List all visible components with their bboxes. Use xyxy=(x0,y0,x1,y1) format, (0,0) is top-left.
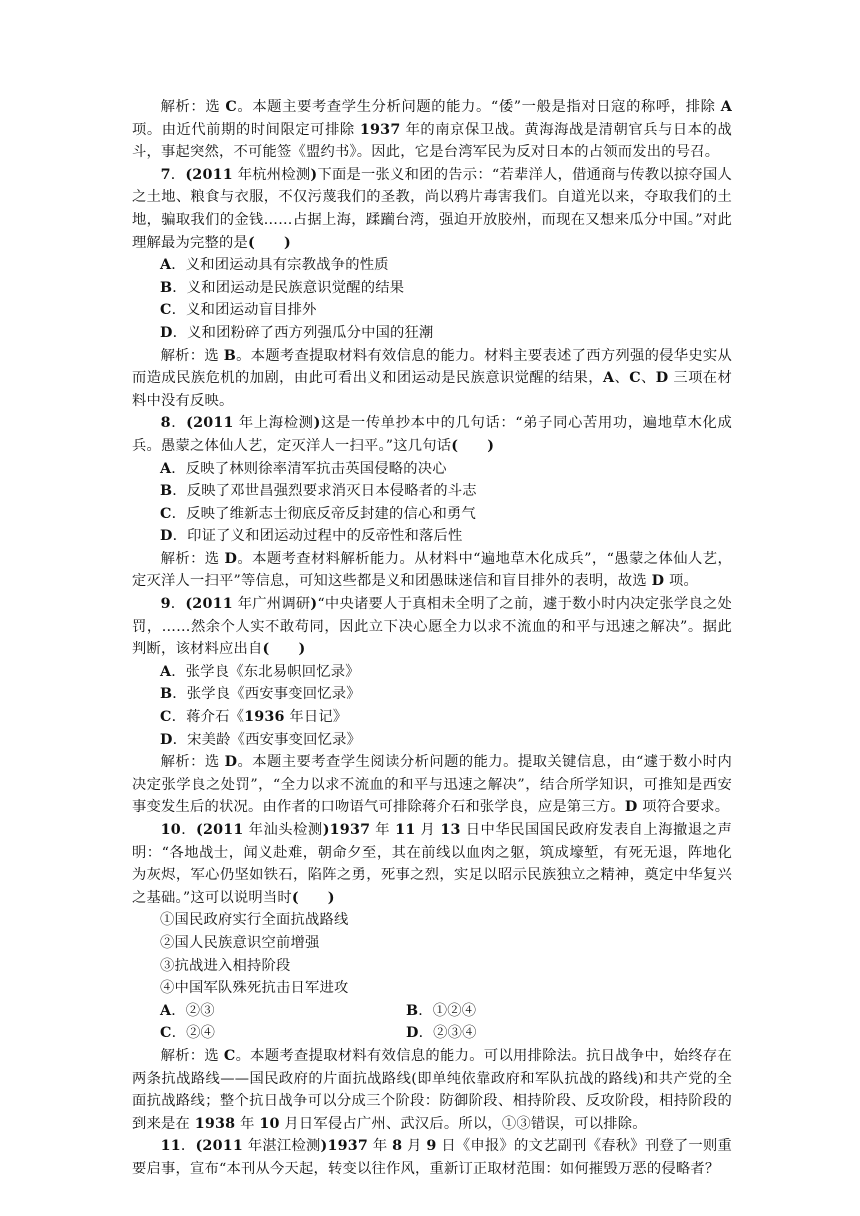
paragraph-q10i3: ③抗战进入相持阶段 xyxy=(160,957,291,974)
paragraph-q7d: D．义和团粉碎了西方列强瓜分中国的狂潮 xyxy=(160,324,434,341)
paragraph-q10i1: ①国民政府实行全面抗战路线 xyxy=(160,912,349,929)
paragraph-q10i2: ②国人民族意识空前增强 xyxy=(160,934,320,951)
paragraph-q9b: B．张学良《西安事变回忆录》 xyxy=(160,686,361,703)
paragraph-a7: 解析：选 B。本题考查提取材料有效信息的能力。材料主要表述了西方列强的侵华史实从而造成民族危机的加剧，由此可看出义和团运动是民族意识觉醒的结果，A、C、D 三项在材料中没有反映。 xyxy=(132,347,733,409)
paragraph-q8c: C．反映了维新志士彻底反帝反封建的信心和勇气 xyxy=(160,505,477,522)
paragraph-q10: 10．(2011 年汕头检测)1937 年 11 月 13 日中华民国国民政府发表自上海撤退之声明：“各地战士，闻义赴难，朝命夕至，其在前线以血肉之躯，筑成壕堑，有死无退，阵地化为灰烬，军心仍坚如铁石，陷阵之勇，死事之烈，实足以昭示民族独立之精神，奠定中华复兴之基础。”这可以说明当时( ) xyxy=(132,822,732,906)
paragraph-q7b: B．义和团运动是民族意识觉醒的结果 xyxy=(160,279,405,296)
q10-option-row xyxy=(132,1022,732,1045)
paragraph-q8d: D．印证了义和团运动过程中的反帝性和落后性 xyxy=(160,528,463,545)
paragraph-q8b: B．反映了邓世昌强烈要求消灭日本侵略者的斗志 xyxy=(160,483,477,500)
paragraph-q7a: A．义和团运动具有宗教战争的性质 xyxy=(160,257,389,274)
paragraph-a9: 解析：选 D。本题主要考查学生阅读分析问题的能力。提取关键信息，由“遽于数小时内决定张学良之处罚”，“全力以求不流血的和平与迅速之解决”，结合所学知识，可推知是西安事变发生后的状况。由作者的口吻语气可排除蒋介石和张学良，应是第三方。D 项符合要求。 xyxy=(132,754,733,816)
paragraph-q9a: A．张学良《东北易帜回忆录》 xyxy=(160,663,360,680)
option: D．②③④ xyxy=(406,1025,477,1042)
paragraph-q7c: C．义和团运动盲目排外 xyxy=(160,302,317,319)
paragraph-q9c: C．蒋介石《1936 年日记》 xyxy=(160,709,348,726)
option: B．①②④ xyxy=(406,1002,477,1019)
paragraph-q8a: A．反映了林则徐率清军抗击英国侵略的决心 xyxy=(160,460,447,477)
paragraph-q9d: D．宋美龄《西安事变回忆录》 xyxy=(160,731,362,748)
paragraph-q9: 9．(2011 年广州调研)“中央诸要人于真相未全明了之前，遽于数小时内决定张学良之处罚，……然余个人实不敢苟同，因此立下决心愿全力以求不流血的和平与迅速之解决”。据此判断，该材料应出自( ) xyxy=(132,596,733,658)
q10-options xyxy=(132,1000,732,1045)
document-body xyxy=(132,96,732,1000)
option: C．②④ xyxy=(160,1025,216,1042)
paragraph-q11: 11．(2011 年湛江检测)1937 年 8 月 9 日《申报》的文艺副刊《春秋》刊登了一则重要启事，宣布“本刊从今天起，转变以往作风，重新订正取材范围：如何摧毁万恶的侵略者？ xyxy=(132,1138,732,1177)
document-body-tail xyxy=(132,1045,732,1181)
paragraph-a10: 解析：选 C。本题考查提取材料有效信息的能力。可以用排除法。抗日战争中，始终存在两条抗战路线——国民政府的片面抗战路线(即单纯依靠政府和军队抗战的路线)和共产党的全面抗战路线；整个抗日战争可以分成三个阶段：防御阶段、相持阶段、反攻阶段，相持阶段的到来是在 1938 年 10 月日军侵占广州、武汉后。所以，①③错误，可以排除。 xyxy=(132,1047,733,1132)
paragraph-q10i4: ④中国军队殊死抗击日军进攻 xyxy=(160,980,349,997)
option: A．②③ xyxy=(160,1002,215,1019)
paragraph-q8: 8．(2011 年上海检测)这是一传单抄本中的几句话：“弟子同心苦用功，遍地草木化成兵。愚蒙之体仙人艺，定灭洋人一扫平。”这几句话( ) xyxy=(132,415,732,454)
paragraph-q7: 7．(2011 年杭州检测)下面是一张义和团的告示：“若辈洋人，借通商与传教以掠夺国人之土地、粮食与衣服，不仅污蔑我们的圣教，尚以鸦片毒害我们。自道光以来，夺取我们的土地，骗取我们的金钱……占据上海，蹂躏台湾，强迫开放胶州，而现在又想来瓜分中国。”对此理解最为完整的是( ) xyxy=(132,166,733,251)
document-page xyxy=(132,96,732,1181)
paragraph-a8: 解析：选 D。本题考查材料解析能力。从材料中“遍地草木化成兵”，“愚蒙之体仙人艺，定灭洋人一扫平”等信息，可知这些都是义和团愚昧迷信和盲目排外的表明，故选 D 项。 xyxy=(132,550,732,590)
paragraph-a6: 解析：选 C。本题主要考查学生分析问题的能力。“倭”一般是指对日寇的称呼，排除 A 项。由近代前期的时间限定可排除 1937 年的南京保卫战。黄海海战是清朝官兵与日本的战斗，事起突然，不可能签《盟约书》。因此，它是台湾军民为反对日本的占领而发出的号召。 xyxy=(132,99,732,161)
q10-option-row xyxy=(132,1000,732,1023)
